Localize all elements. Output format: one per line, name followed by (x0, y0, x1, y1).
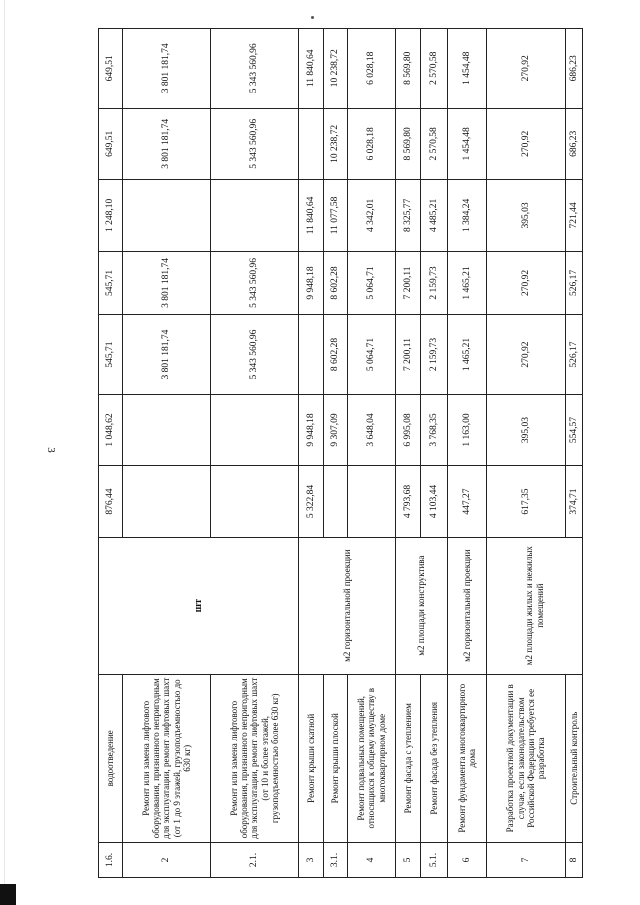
value-cell: 6 028,18 (348, 108, 396, 180)
value-cell: 5 343 560,96 (211, 251, 299, 315)
value-cell (123, 180, 211, 252)
value-cell: 11 077,58 (324, 180, 348, 252)
value-cell: 7 200,11 (396, 315, 421, 394)
value-cell: 2 159,73 (421, 315, 448, 394)
work-name: Ремонт крыши скатной (299, 674, 324, 843)
value-cell: 270,92 (487, 29, 566, 109)
value-cell: 3 801 181,74 (123, 315, 211, 394)
value-cell: 395,03 (487, 394, 566, 466)
cost-table (98, 28, 583, 878)
table-row (348, 29, 396, 878)
value-cell: 2 159,73 (421, 251, 448, 315)
table-row (487, 29, 566, 878)
value-cell: 270,92 (487, 251, 566, 315)
unit-cell: м2 площади конструктива (396, 537, 448, 674)
value-cell: 3 648,04 (348, 394, 396, 466)
value-cell: 1 465,21 (448, 251, 487, 315)
value-cell: 1 465,21 (448, 315, 487, 394)
value-cell: 3 801 181,74 (123, 29, 211, 109)
row-number: 2 (123, 843, 211, 878)
value-cell (211, 394, 299, 466)
value-cell: 876,44 (99, 466, 123, 538)
value-cell: 8 325,77 (396, 180, 421, 252)
value-cell: 6 028,18 (348, 29, 396, 109)
work-name: Ремонт фундамента многоквартирного дома (448, 674, 487, 843)
value-cell: 10 238,72 (324, 108, 348, 180)
row-number: 6 (448, 843, 487, 878)
scan-corner-mark (0, 884, 16, 905)
value-cell: 5 064,71 (348, 251, 396, 315)
unit-cell: м2 горизонтальной проекции (299, 537, 396, 674)
value-cell: 2 570,58 (421, 108, 448, 180)
table-row (324, 29, 348, 878)
value-cell (348, 466, 396, 538)
value-cell (211, 466, 299, 538)
value-cell: 7 200,11 (396, 251, 421, 315)
value-cell: 8 569,80 (396, 108, 421, 180)
value-cell: 4 485,21 (421, 180, 448, 252)
table-row (421, 29, 448, 878)
value-cell: 1 163,00 (448, 394, 487, 466)
table-row (396, 29, 421, 878)
value-cell: 10 238,72 (324, 29, 348, 109)
value-cell: 447,27 (448, 466, 487, 538)
value-cell: 5 064,71 (348, 315, 396, 394)
value-cell: 11 840,64 (299, 29, 324, 109)
value-cell: 3 801 181,74 (123, 108, 211, 180)
value-cell: 270,92 (487, 108, 566, 180)
table-row (211, 29, 299, 878)
value-cell: 4 103,44 (421, 466, 448, 538)
value-cell: 4 793,68 (396, 466, 421, 538)
value-cell: 3 801 181,74 (123, 251, 211, 315)
value-cell: 1 248,10 (99, 180, 123, 252)
value-cell: 686,23 (566, 108, 583, 180)
value-cell: 545,71 (99, 251, 123, 315)
row-number: 1.6. (99, 843, 123, 878)
row-number: 8 (566, 843, 583, 878)
value-cell: 8 602,28 (324, 315, 348, 394)
value-cell: 1 048,62 (99, 394, 123, 466)
value-cell: 4 342,01 (348, 180, 396, 252)
value-cell: 8 569,80 (396, 29, 421, 109)
row-number: 5.1. (421, 843, 448, 878)
table-row (448, 29, 487, 878)
value-cell: 5 343 560,96 (211, 108, 299, 180)
row-number: 4 (348, 843, 396, 878)
value-cell: 1 454,48 (448, 108, 487, 180)
value-cell (324, 466, 348, 538)
value-cell: 9 948,18 (299, 394, 324, 466)
value-cell: 3 768,35 (421, 394, 448, 466)
work-name: Ремонт фасада с утеплением (396, 674, 421, 843)
value-cell: 526,17 (566, 315, 583, 394)
scan-edge-line (4, 0, 5, 905)
value-cell: 395,03 (487, 180, 566, 252)
table-row (123, 29, 211, 878)
table-row (299, 29, 324, 878)
table-row (99, 29, 123, 878)
value-cell: 721,44 (566, 180, 583, 252)
work-name: Ремонт подвальных помещений, относящихся к общему имуществу в многоквартирном доме (348, 674, 396, 843)
value-cell (299, 108, 324, 180)
value-cell: 649,51 (99, 108, 123, 180)
value-cell: 9 307,09 (324, 394, 348, 466)
row-number: 3 (299, 843, 324, 878)
value-cell: 11 840,64 (299, 180, 324, 252)
value-cell (123, 394, 211, 466)
work-name: водоотведение (99, 674, 123, 843)
value-cell: 6 995,08 (396, 394, 421, 466)
work-name: Ремонт крыши плоской (324, 674, 348, 843)
unit-cell: шт (99, 537, 299, 674)
value-cell: 1 384,24 (448, 180, 487, 252)
rotated-table-wrapper (98, 28, 582, 878)
unit-cell: м2 площади жилых и нежилых помещений (487, 537, 583, 674)
value-cell: 5 322,84 (299, 466, 324, 538)
value-cell: 9 948,18 (299, 251, 324, 315)
value-cell: 526,17 (566, 251, 583, 315)
work-name: Разработка проектной документации в случае, если законодательством Российской Федерации требуется ее разработка (487, 674, 566, 843)
value-cell: 5 343 560,96 (211, 29, 299, 109)
row-number: 7 (487, 843, 566, 878)
table-row (566, 29, 583, 878)
work-name: Ремонт фасада без утепления (421, 674, 448, 843)
value-cell: 649,51 (99, 29, 123, 109)
row-number: 5 (396, 843, 421, 878)
work-name: Ремонт или замена лифтового оборудования, признанного непригодным для эксплуатации, ремонт лифтовых шахт (от 10 и более этажей, грузоподъемностью более 630 кг) (211, 674, 299, 843)
value-cell: 554,57 (566, 394, 583, 466)
value-cell: 617,35 (487, 466, 566, 538)
value-cell: 5 343 560,96 (211, 315, 299, 394)
value-cell: 686,23 (566, 29, 583, 109)
value-cell: 374,71 (566, 466, 583, 538)
row-number: 3.1. (324, 843, 348, 878)
value-cell: 545,71 (99, 315, 123, 394)
page-number: 3 (44, 447, 57, 453)
work-name: Строительный контроль (566, 674, 583, 843)
value-cell: 8 602,28 (324, 251, 348, 315)
value-cell: 2 570,58 (421, 29, 448, 109)
value-cell (211, 180, 299, 252)
value-cell (123, 466, 211, 538)
value-cell: 270,92 (487, 315, 566, 394)
row-number: 2.1. (211, 843, 299, 878)
unit-cell: м2 горизонтальной проекции (448, 537, 487, 674)
work-name: Ремонт или замена лифтового оборудования, признанного непригодным для эксплуатации, ремонт лифтовых шахт (от 1 до 9 этажей, грузоподъемностью до 630 кг) (123, 674, 211, 843)
value-cell: 1 454,48 (448, 29, 487, 109)
value-cell (299, 315, 324, 394)
scan-speck (311, 16, 314, 19)
